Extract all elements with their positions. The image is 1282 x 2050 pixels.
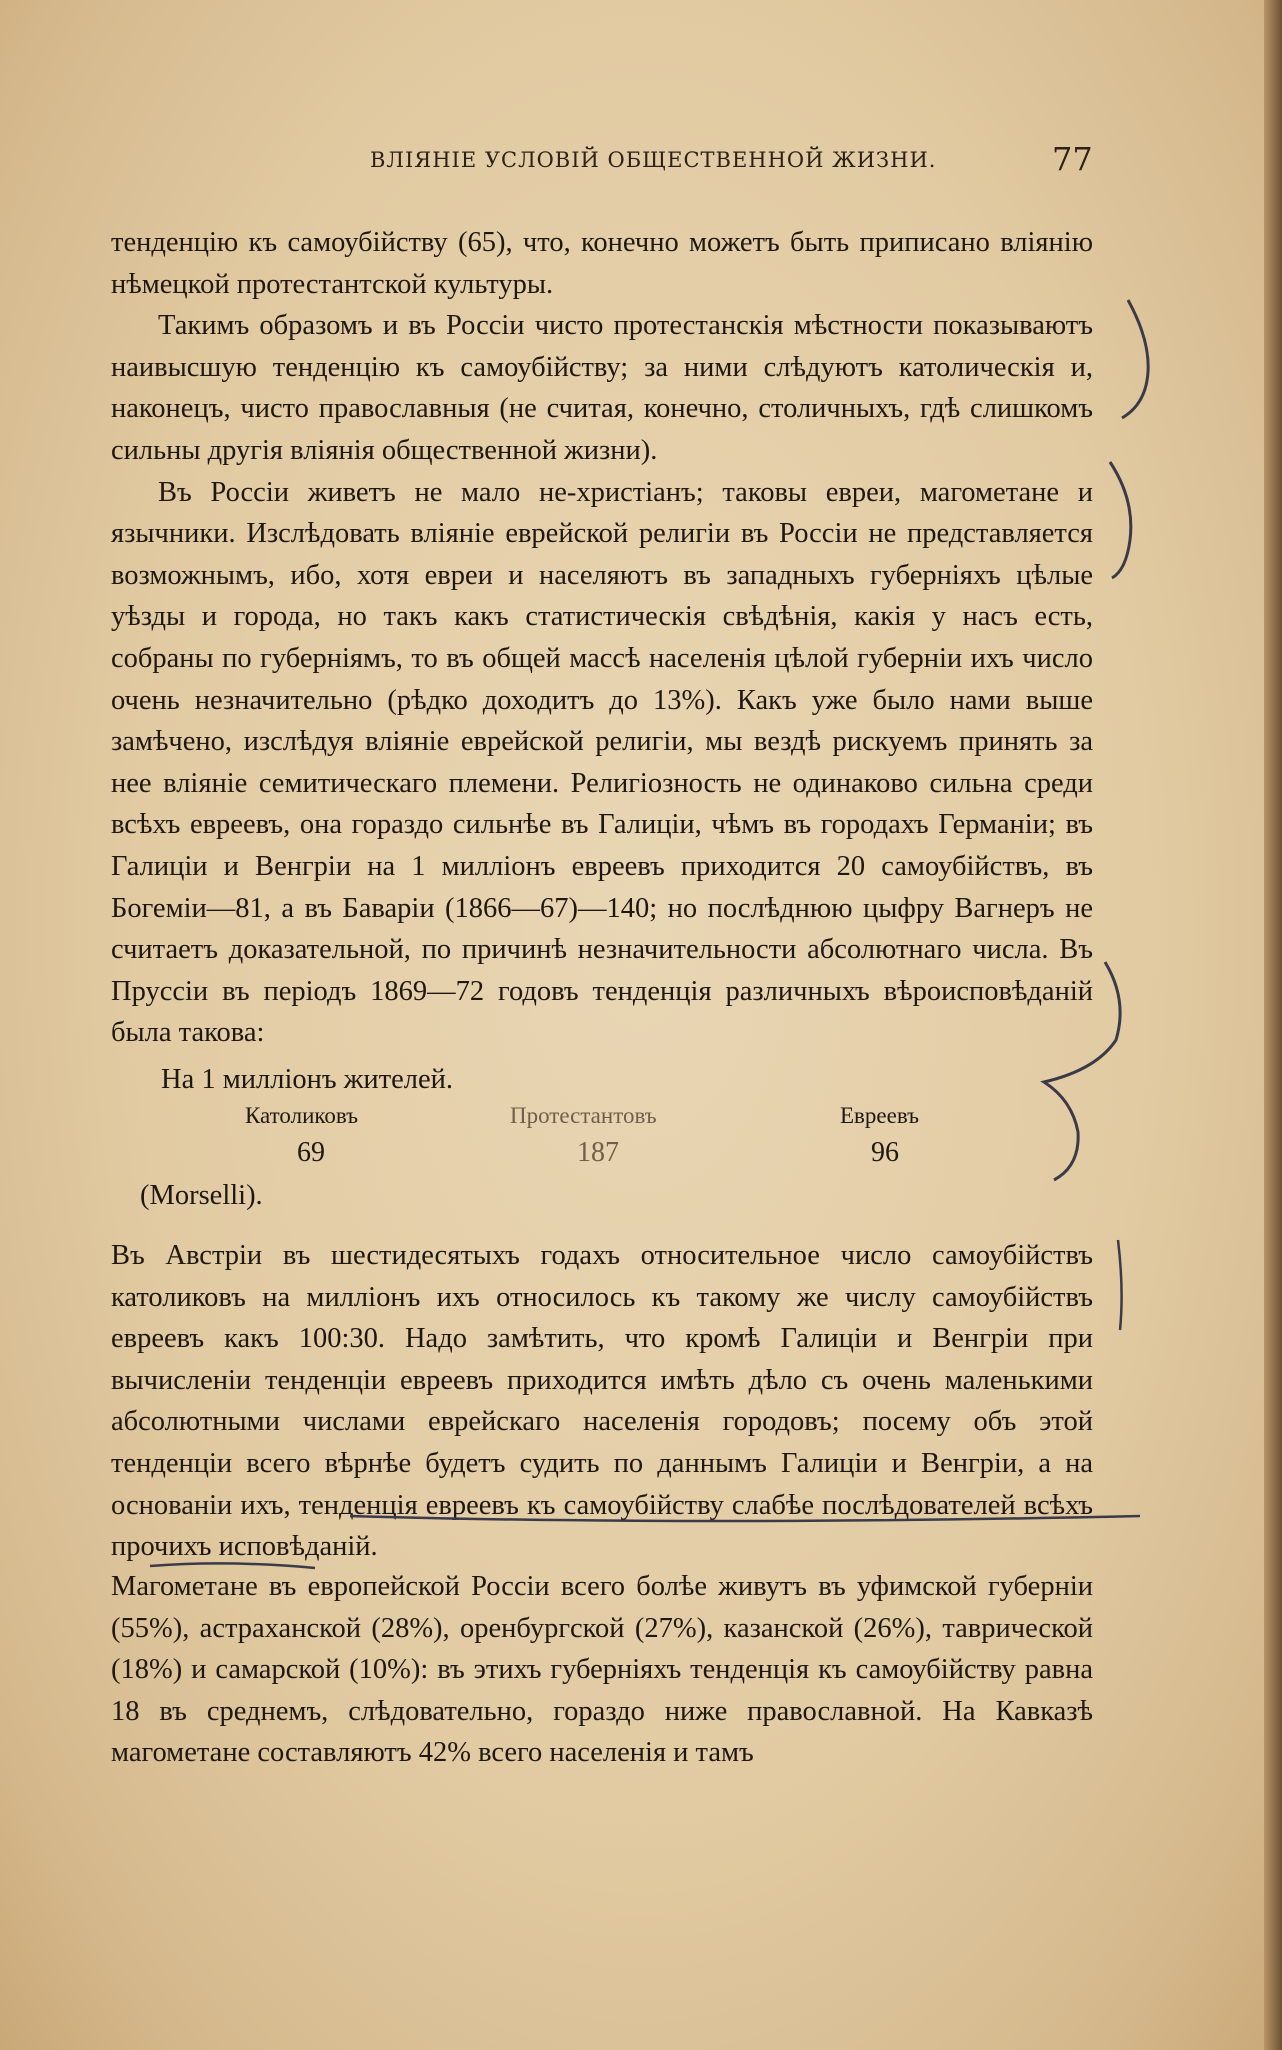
value-jews: 96 <box>871 1137 899 1168</box>
table-source: (Morselli). <box>140 1180 263 1211</box>
value-catholics: 69 <box>297 1137 325 1168</box>
column-header-jews: Евреевъ <box>840 1103 920 1128</box>
underline-mark <box>350 1516 1140 1521</box>
paragraph-3: Въ Россіи живетъ не мало не-христіанъ; таковы евреи, магометане и язычники. Изслѣдовать вліяніе еврейской религіи въ Россіи не представляется возможнымъ, ибо, хотя евреи и населяютъ въ западныхъ губерніяхъ цѣлые уѣзды и города, но такъ какъ статистическія свѣдѣнія, какія у насъ есть, собраны по губерніямъ, то въ общей массѣ населенія цѣлой губерніи ихъ число очень незначительно (рѣдко доходитъ до 13%). Какъ уже было нами выше замѣчено, изслѣдуя вліяніе еврейской религіи, мы вездѣ рискуемъ принять за нее вліяніе семитическаго племени. Религіозность не одинаково сильна среди всѣхъ евреевъ, она гораздо сильнѣе въ Галиціи, чѣмъ въ городахъ Германіи; въ Галиціи и Венгріи на 1 милліонъ евреевъ приходится 20 самоубійствъ, въ Богеміи—81, а въ Баваріи (1866—67)—140; но послѣднюю цыфру Вагнеръ не считаетъ доказательной, по причинѣ незначительности абсолютнаго числа. Въ Пруссіи въ періодъ 1869—72 годовъ тенденція различныхъ вѣроисповѣданій была такова: <box>111 476 1093 1049</box>
margin-brace-2 <box>1110 462 1131 578</box>
value-protestants: 187 <box>577 1137 619 1168</box>
paragraph-1: тенденцію къ самоубійству (65), что, конечно можетъ быть приписано вліянію нѣмецкой протестантской культуры. <box>111 227 1093 300</box>
underline-mark-2 <box>150 1563 315 1568</box>
paragraph-5: Магометане въ европейской Россіи всего болѣе живутъ въ уфимской губерніи (55%), астраханской (28%), оренбургской (27%), казанской (26%), таврической (18%) и самарской (10%): въ этихъ губерніяхъ тенденція къ самоубійству равна 18 въ среднемъ, слѣдовательно, гораздо ниже православной. На Кавказѣ магометане составляютъ 42% всего населенія и тамъ <box>111 1571 1093 1769</box>
margin-brace-4 <box>1118 1240 1122 1330</box>
column-header-catholics: Католиковъ <box>245 1103 359 1128</box>
margin-brace-1 <box>1122 300 1148 418</box>
column-header-protestants: Протестантовъ <box>510 1103 657 1128</box>
page-number: 77 <box>1052 140 1093 178</box>
paragraph-2: Такимъ образомъ и въ Россіи чисто протестанскія мѣстности показываютъ наивысшую тенденцію къ самоубійству; за ними слѣдуютъ католическія и, наконецъ, чисто православныя (не считая, конечно, столичныхъ, гдѣ слишкомъ сильны другія вліянія общественной жизни). <box>111 310 1093 466</box>
running-title: ВЛІЯНІЕ УСЛОВІЙ ОБЩЕСТВЕННОЙ ЖИЗНИ. <box>370 148 937 172</box>
table-caption: На 1 милліонъ жителей. <box>161 1064 454 1095</box>
margin-brace-3 <box>1044 962 1120 1180</box>
paragraph-4: Въ Австріи въ шестидесятыхъ годахъ относительное число самоубійствъ католиковъ на милліонъ ихъ относилось къ такому же числу самоубійствъ евреевъ какъ 100:30. Надо замѣтить, что кромѣ Галиціи и Венгріи при вычисленіи тенденціи евреевъ приходится имѣть дѣло съ очень маленькими абсолютными числами еврейскаго населенія городовъ; посему объ этой тенденціи всего вѣрнѣе будетъ судить по даннымъ Галиціи и Венгріи, а на основаніи ихъ, тенденція евреевъ къ самоубійству слабѣе послѣдователей всѣхъ прочихъ исповѣданій. <box>111 1240 1093 1563</box>
